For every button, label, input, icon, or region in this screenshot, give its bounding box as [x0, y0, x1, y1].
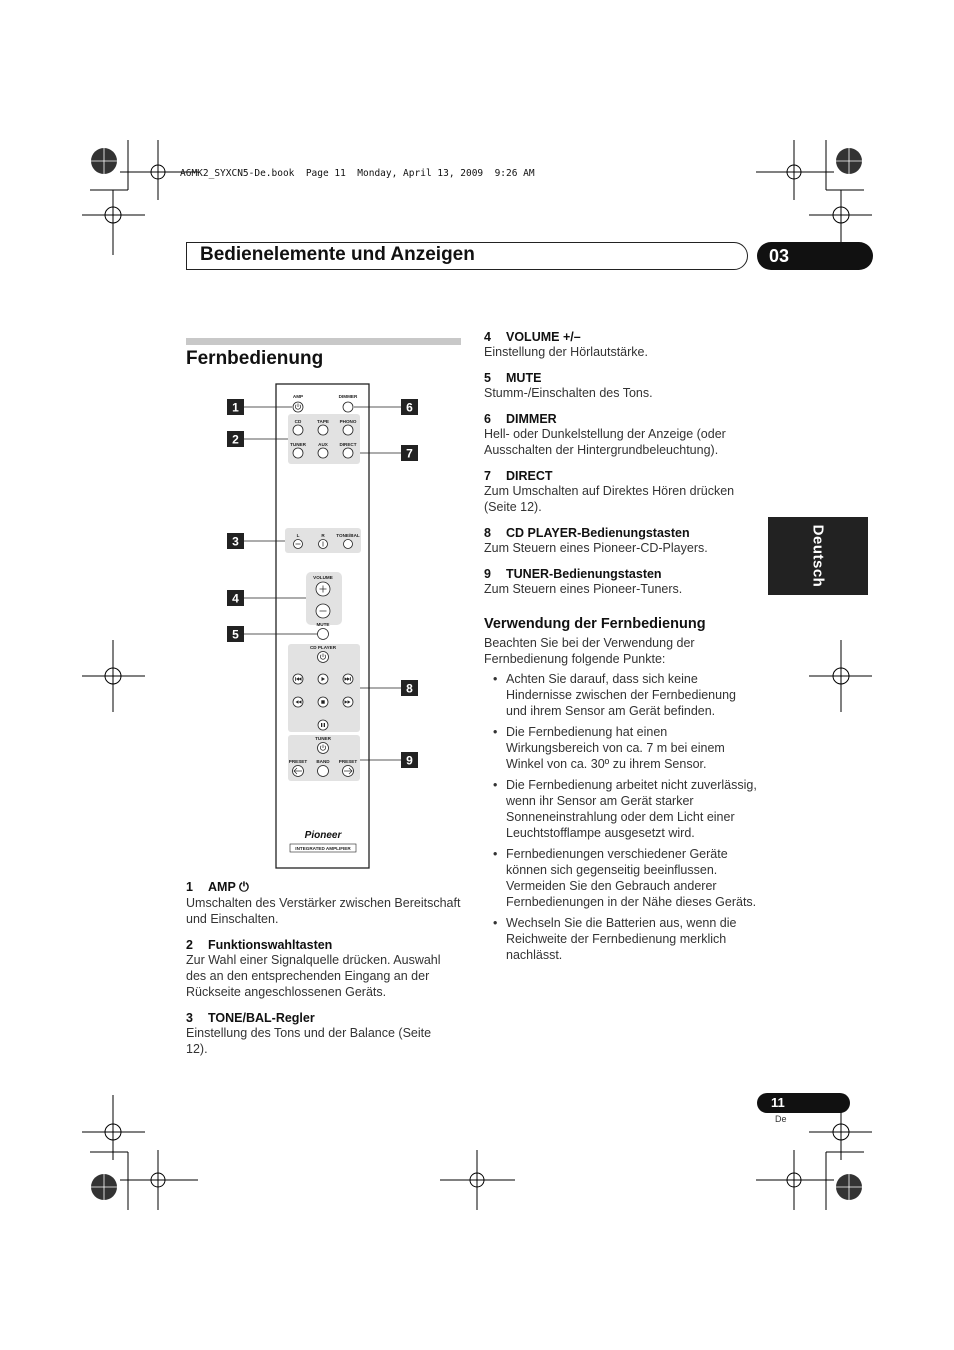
svg-text:5: 5	[232, 627, 239, 642]
svg-text:3: 3	[232, 534, 239, 549]
page-language: De	[775, 1114, 787, 1124]
direct-label: DIRECT	[339, 442, 357, 447]
svg-text:6: 6	[406, 400, 413, 415]
item-8-text: Zum Steuern eines Pioneer-CD-Players.	[484, 541, 708, 555]
language-tab	[768, 517, 868, 595]
item-4: 4 VOLUME +/– Einstellung der Hörlautstärke.	[484, 330, 759, 360]
item-5-text: Stumm-/Einschalten des Tons.	[484, 386, 653, 400]
l-label: L	[296, 533, 300, 538]
cd-button[interactable]	[293, 425, 303, 435]
section-rule	[186, 338, 461, 345]
phono-button[interactable]	[343, 425, 353, 435]
remote-control-illustration	[220, 380, 430, 872]
tape-label: TAPE	[317, 419, 329, 424]
svg-text:8: 8	[406, 681, 413, 696]
usage-title: Verwendung der Fernbedienung	[484, 616, 706, 632]
tuner-section-label: TUNER	[315, 736, 331, 741]
svg-text:2: 2	[232, 432, 239, 447]
usage-bullets	[484, 671, 759, 968]
usage-bullet-5: • Wechseln Sie die Batterien aus, wenn die Reichweite der Fernbedienung merklich nachlässt.	[484, 915, 759, 963]
item-2-text: Zur Wahl einer Signalquelle drücken. Auswahl des an den entsprechenden Eingang an der Rückseite angeschlossenen Geräts.	[186, 953, 441, 999]
model-label: INTEGRATED AMPLIFIER	[295, 846, 351, 851]
band-button[interactable]	[318, 766, 329, 777]
tuner-label: TUNER	[290, 442, 306, 447]
r-label: R	[321, 533, 325, 538]
item-9-text: Zum Steuern eines Pioneer-Tuners.	[484, 582, 683, 596]
tone-bal-button[interactable]	[344, 540, 353, 549]
item-7-title: DIRECT	[506, 469, 553, 483]
svg-text:9: 9	[406, 753, 413, 768]
band-label: BAND	[316, 759, 330, 764]
item-5-title: MUTE	[506, 371, 542, 385]
item-9-title: TUNER-Bedienungstasten	[506, 567, 662, 581]
tone-bal-label: TONE/BAL	[336, 533, 360, 538]
item-3: 3 TONE/BAL-Regler Einstellung des Tons und der Balance (Seite 12).	[186, 1011, 436, 1057]
item-1-title: AMP ⏻	[208, 880, 249, 894]
preset-right-label: PRESET	[338, 759, 358, 764]
item-3-text: Einstellung des Tons und der Balance (Seite 12).	[186, 1026, 432, 1056]
cd-player-label: CD PLAYER	[309, 645, 337, 650]
cd-pause-button[interactable]	[318, 720, 328, 730]
cd-label: CD	[294, 419, 302, 424]
mute-button[interactable]	[318, 629, 329, 640]
usage-intro: Beachten Sie bei der Verwendung der Fernbedienung folgende Punkte:	[484, 636, 695, 666]
item-4-text: Einstellung der Hörlautstärke.	[484, 345, 648, 359]
dimmer-button[interactable]	[343, 402, 353, 412]
usage-bullet-1: • Achten Sie darauf, dass sich keine Hindernisse zwischen der Fernbedienung und ihrem Sensor am Gerät befinden.	[484, 671, 759, 719]
item-6-title: DIMMER	[506, 412, 557, 426]
item-2: 2 Funktionswahltasten Zur Wahl einer Signalquelle drücken. Auswahl des an den entsprechenden Eingang an der Rückseite angeschlossenen Geräts.	[186, 938, 464, 1000]
mute-label: MUTE	[316, 622, 330, 627]
amp-label: AMP	[292, 394, 304, 399]
item-8: 8 CD PLAYER-Bedienungstasten Zum Steuern eines Pioneer-CD-Players.	[484, 526, 759, 556]
item-1-text: Umschalten des Verstärker zwischen Bereitschaft und Einschalten.	[186, 896, 461, 926]
item-8-title: CD PLAYER-Bedienungstasten	[506, 526, 690, 540]
volume-label: VOLUME	[313, 575, 333, 580]
chapter-number: 03	[757, 242, 873, 270]
print-header: A6MK2_SYXCN5-De.book Page 11 Monday, April 13, 2009 9:26 AM	[180, 168, 535, 179]
item-4-title: VOLUME +/–	[506, 330, 581, 344]
usage-bullet-3: • Die Fernbedienung arbeitet nicht zuverlässig, wenn ihr Sensor am Gerät starker Sonneneinstrahlung oder dem Licht einer Leuchtstofflampe ausgesetzt wird.	[484, 777, 759, 841]
page-number: 11	[757, 1093, 850, 1113]
item-6-text: Hell- oder Dunkelstellung der Anzeige (oder Ausschalten der Hintergrundbeleuchtung).	[484, 427, 726, 457]
usage-bullet-4: • Fernbedienungen verschiedener Geräte können sich gegenseitig beeinflussen. Vermeiden Sie den Gebrauch anderer Fernbedienungen in der Nähe dieses Geräts.	[484, 846, 759, 910]
svg-text:4: 4	[232, 591, 239, 606]
tuner-button[interactable]	[293, 448, 303, 458]
item-7-text: Zum Umschalten auf Direktes Hören drücken (Seite 12).	[484, 484, 735, 514]
svg-text:7: 7	[406, 446, 413, 461]
item-2-title: Funktionswahltasten	[208, 938, 333, 952]
direct-button[interactable]	[343, 448, 353, 458]
item-3-title: TONE/BAL-Regler	[208, 1011, 315, 1025]
item-5: 5 MUTE Stumm-/Einschalten des Tons.	[484, 371, 759, 401]
language-tab-label: Deutsch	[809, 524, 827, 588]
dimmer-label: DIMMER	[338, 394, 358, 399]
item-1: 1 AMP ⏻ Umschalten des Verstärker zwischen Bereitschaft und Einschalten.	[186, 880, 464, 927]
chapter-title: Bedienelemente und Anzeigen	[200, 244, 475, 265]
section-title: Fernbedienung	[186, 348, 324, 369]
preset-left-label: PRESET	[288, 759, 308, 764]
tape-button[interactable]	[318, 425, 328, 435]
pioneer-logo: Pioneer	[304, 830, 342, 841]
aux-label: AUX	[318, 442, 328, 447]
item-9: 9 TUNER-Bedienungstasten Zum Steuern eines Pioneer-Tuners.	[484, 567, 759, 597]
phono-label: PHONO	[339, 419, 357, 424]
item-7: 7 DIRECT Zum Umschalten auf Direktes Hören drücken (Seite 12).	[484, 469, 759, 515]
aux-button[interactable]	[318, 448, 328, 458]
svg-text:1: 1	[232, 400, 239, 415]
usage-bullet-2: • Die Fernbedienung hat einen Wirkungsbereich von ca. 7 m bei einem Winkel von ca. 30º zu ihrem Sensor.	[484, 724, 759, 772]
item-6: 6 DIMMER Hell- oder Dunkelstellung der Anzeige (oder Ausschalten der Hintergrundbeleuchtung).	[484, 412, 759, 458]
